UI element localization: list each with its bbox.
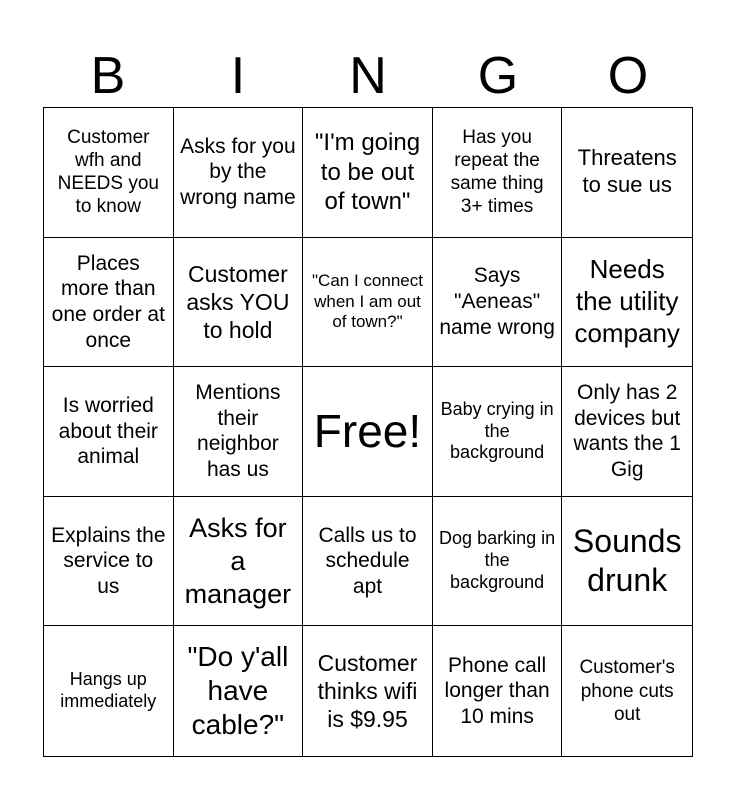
bingo-cell-text: Customer thinks wifi is $9.95	[317, 650, 418, 733]
header-letter-b: B	[90, 47, 126, 105]
bingo-cell[interactable]	[303, 497, 433, 627]
header-letter-g: G	[477, 47, 519, 105]
bingo-cell-text: Only has 2 devices but wants the 1 Gig	[573, 381, 681, 482]
bingo-cell[interactable]	[433, 626, 563, 756]
bingo-cell-text: Customer asks YOU to hold	[186, 260, 290, 343]
bingo-cell[interactable]	[44, 497, 174, 627]
bingo-cell-text: Places more than one order at once	[51, 251, 165, 352]
bingo-cell-text: Baby crying in the background	[440, 398, 554, 463]
bingo-cell-text: Threatens to sue us	[577, 145, 677, 198]
header-letter-o: O	[607, 47, 649, 105]
bingo-cell[interactable]	[44, 626, 174, 756]
bingo-cell-text: Asks for a manager	[184, 512, 292, 609]
bingo-cell[interactable]	[562, 238, 692, 368]
bingo-card-grid	[43, 107, 693, 757]
bingo-cell-text: Customer wfh and NEEDS you to know	[57, 126, 159, 218]
bingo-cell[interactable]	[303, 238, 433, 368]
bingo-cell-text: Phone call longer than 10 mins	[444, 653, 550, 728]
bingo-cell[interactable]	[174, 626, 304, 756]
bingo-cell[interactable]	[562, 497, 692, 627]
bingo-cell[interactable]	[44, 367, 174, 497]
bingo-cell-text: "I'm going to be out of town"	[314, 129, 421, 215]
bingo-cell[interactable]	[433, 108, 563, 238]
bingo-cell[interactable]	[562, 626, 692, 756]
bingo-cell[interactable]	[174, 238, 304, 368]
bingo-cell-text: "Do y'all have cable?"	[187, 640, 289, 741]
bingo-cell[interactable]	[174, 367, 304, 497]
bingo-cell-text: Needs the utility company	[574, 254, 680, 348]
bingo-cell[interactable]	[44, 238, 174, 368]
bingo-cell-text: Is worried about their animal	[58, 394, 158, 469]
bingo-cell[interactable]	[433, 238, 563, 368]
bingo-cell[interactable]	[303, 108, 433, 238]
bingo-cell[interactable]	[174, 497, 304, 627]
bingo-cell[interactable]	[433, 367, 563, 497]
bingo-cell[interactable]	[174, 108, 304, 238]
bingo-cell[interactable]	[562, 367, 692, 497]
bingo-cell-text: Customer's phone cuts out	[579, 657, 675, 725]
bingo-cell-text: "Can I connect when I am out of town?"	[312, 270, 423, 332]
bingo-cell[interactable]	[303, 626, 433, 756]
bingo-cell[interactable]	[433, 497, 563, 627]
bingo-cell-text: Explains the service to us	[51, 523, 166, 598]
bingo-header	[43, 44, 693, 108]
bingo-cell-text: Asks for you by the wrong name	[180, 134, 296, 210]
bingo-cell-text: Says "Aeneas" name wrong	[439, 264, 555, 339]
bingo-cell-text: Sounds drunk	[572, 523, 682, 599]
bingo-free-space[interactable]	[303, 367, 433, 497]
bingo-cell-text: Free!	[313, 405, 422, 458]
header-letter-i: I	[230, 47, 246, 105]
header-letter-n: N	[349, 47, 387, 105]
bingo-cell[interactable]	[562, 108, 692, 238]
bingo-cell-text: Dog barking in the background	[439, 528, 556, 593]
bingo-cell-text: Has you repeat the same thing 3+ times	[450, 126, 544, 218]
bingo-cell-text: Hangs up immediately	[60, 669, 157, 712]
bingo-cell[interactable]	[44, 108, 174, 238]
bingo-cell-text: Calls us to schedule apt	[318, 523, 417, 598]
bingo-cell-text: Mentions their neighbor has us	[195, 381, 281, 482]
